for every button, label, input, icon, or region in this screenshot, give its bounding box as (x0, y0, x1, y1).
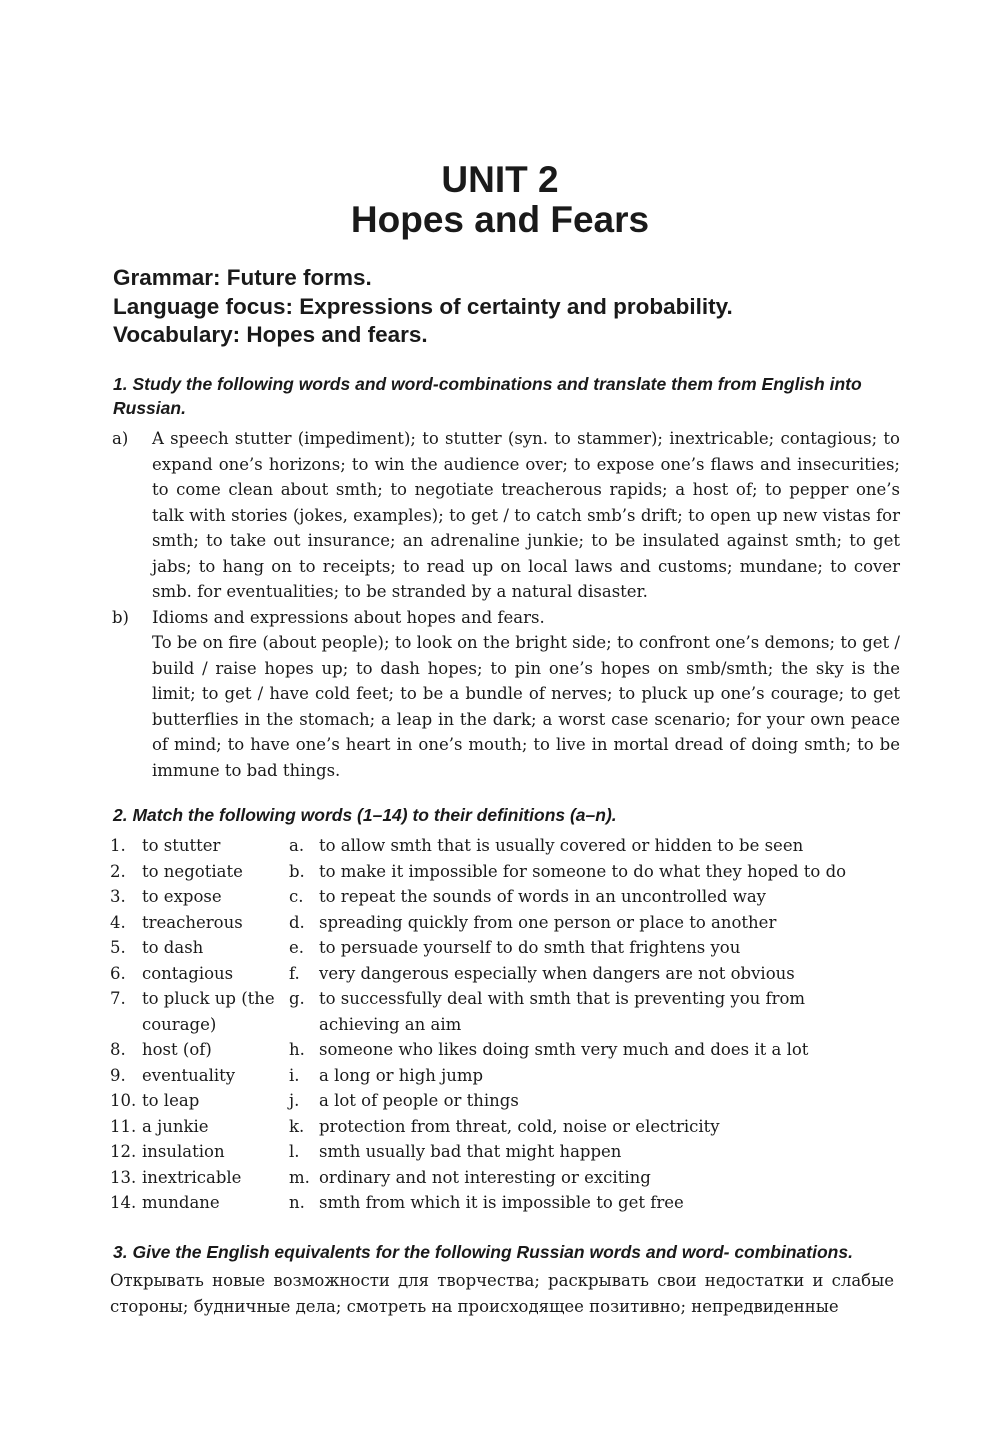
definition-text: ordinary and not interesting or exciting (319, 1167, 651, 1187)
definition-letter: e. (289, 938, 305, 957)
match-row (110, 1190, 900, 1216)
part-b-text: To be on fire (about people); to look on the bright side; to confront one’s demons; to get / build / raise hopes up; to dash hopes; to pin one’s hopes on smb/smth; the sky is the limit; to get / have cold feet; to be a bundle of nerves; to pluck up one’s courage; to get butterflies in the stomach; a leap in the dark; a worst case scenario; for your own peace of mind; to have one’s heart in one’s mouth; to live in mortal dread of doing smth; to be immune to bad things. (152, 633, 900, 780)
word-term: to expose (142, 887, 222, 906)
definition-letter: b. (289, 861, 305, 881)
definition-text: smth from which it is impossible to get free (319, 1193, 684, 1212)
word-term: inextricable (142, 1167, 242, 1187)
definition-text: a lot of people or things (319, 1091, 519, 1110)
grammar-focus: Grammar: Future forms. (113, 265, 372, 290)
word-number: 8. (110, 1040, 126, 1059)
definition-letter: n. (289, 1193, 305, 1212)
word-term: to dash (142, 938, 204, 957)
word-term: to negotiate (142, 861, 243, 881)
word-number: 2. (110, 861, 126, 881)
match-row (110, 1139, 900, 1165)
definition-letter: l. (289, 1142, 300, 1161)
definition-text: to successfully deal with smth that is preventing you from achieving an aim (319, 989, 806, 1034)
word-term: to stutter (142, 836, 221, 855)
match-row (110, 884, 900, 910)
part-b-marker: b) (112, 607, 129, 627)
definition-letter: d. (289, 912, 305, 932)
match-row (110, 1088, 900, 1114)
task-1-part-b (110, 605, 900, 784)
word-number: 5. (110, 938, 126, 957)
task-1-body (110, 426, 900, 783)
definition-letter: m. (289, 1167, 310, 1187)
definition-letter: c. (289, 887, 304, 906)
word-term: eventuality (142, 1065, 236, 1085)
word-term: contagious (142, 963, 234, 983)
task-3-heading: 3. Give the English equivalents for the following Russian words and word- combinations. (113, 1242, 853, 1262)
word-number: 11. (110, 1116, 137, 1136)
vocabulary-focus: Vocabulary: Hopes and fears. (113, 322, 428, 347)
definition-letter: k. (289, 1116, 305, 1136)
definition-text: smth usually bad that might happen (319, 1142, 622, 1161)
word-term: treacherous (142, 912, 243, 932)
word-number: 1. (110, 836, 126, 855)
word-number: 10. (110, 1091, 137, 1110)
definition-text: protection from threat, cold, noise or electricity (319, 1116, 720, 1136)
definition-text: a long or high jump (319, 1065, 484, 1085)
word-term: to pluck up (the courage) (142, 989, 275, 1034)
unit-heading (0, 160, 1000, 240)
definition-letter: h. (289, 1040, 305, 1059)
definition-text: to allow smth that is usually covered or hidden to be seen (319, 836, 804, 855)
match-row (110, 986, 900, 1037)
definition-text: to make it impossible for someone to do what they hoped to do (319, 861, 847, 881)
part-a-marker: a) (112, 429, 129, 448)
definition-letter: i. (289, 1065, 300, 1085)
definition-letter: g. (289, 989, 305, 1008)
language-focus: Language focus: Expressions of certainty and probability. (113, 293, 733, 319)
unit-number: UNIT 2 (441, 159, 559, 200)
word-number: 9. (110, 1065, 126, 1085)
definition-letter: a. (289, 836, 305, 855)
matching-list (110, 833, 900, 1216)
word-term: host (of) (142, 1040, 212, 1059)
word-number: 14. (110, 1193, 137, 1212)
word-number: 4. (110, 912, 126, 932)
definition-text: to persuade yourself to do smth that frightens you (319, 938, 741, 957)
task-3-russian-text: Открывать новые возможности для творчества; раскрывать свои недостатки и слабые стороны; будничные дела; смотреть на происходящее позитивно; непредвиденные (110, 1271, 894, 1316)
word-term: to leap (142, 1091, 200, 1110)
definition-text: very dangerous especially when dangers are not obvious (319, 963, 795, 983)
task-1-part-a (110, 426, 900, 605)
task-2-heading: 2. Match the following words (1–14) to their definitions (a–n). (113, 805, 617, 825)
part-b-intro: Idioms and expressions about hopes and fears. (152, 607, 545, 627)
word-number: 3. (110, 887, 126, 906)
unit-title: Hopes and Fears (350, 199, 650, 240)
word-term: insulation (142, 1142, 225, 1161)
match-row (110, 833, 900, 859)
word-number: 7. (110, 989, 126, 1008)
part-a-text: A speech stutter (impediment); to stutter (syn. to stammer); inextricable; contagious; to expand one’s horizons; to win the audience over; to expose one’s flaws and insecurities; to come clean about smth; to negotiate treacherous rapids; a host of; to pepper one’s talk with stories (jokes, examples); to get / to catch smb’s drift; to open up new vistas for smth; to take out insurance; an adrenaline junkie; to be insulated against smth; to get jabs; to hang on to receipts; to read up on local laws and customs; mundane; to cover smb. for eventualities; to be stranded by a natural disaster. (152, 429, 900, 601)
word-number: 12. (110, 1142, 137, 1161)
definition-letter: f. (289, 963, 300, 983)
match-row (110, 910, 900, 936)
unit-focus (113, 264, 733, 350)
match-row (110, 961, 900, 987)
match-row (110, 1114, 900, 1140)
match-row (110, 859, 900, 885)
task-1-heading: 1. Study the following words and word-combinations and translate them from English into Russian. (113, 374, 862, 418)
definition-letter: j. (289, 1091, 300, 1110)
word-number: 13. (110, 1167, 137, 1187)
definition-text: to repeat the sounds of words in an uncontrolled way (319, 887, 766, 906)
match-row (110, 1165, 900, 1191)
match-row (110, 1063, 900, 1089)
word-number: 6. (110, 963, 126, 983)
word-term: a junkie (142, 1116, 209, 1136)
match-row (110, 935, 900, 961)
match-row (110, 1037, 900, 1063)
definition-text: spreading quickly from one person or place to another (319, 912, 777, 932)
word-term: mundane (142, 1193, 220, 1212)
definition-text: someone who likes doing smth very much and does it a lot (319, 1040, 809, 1059)
